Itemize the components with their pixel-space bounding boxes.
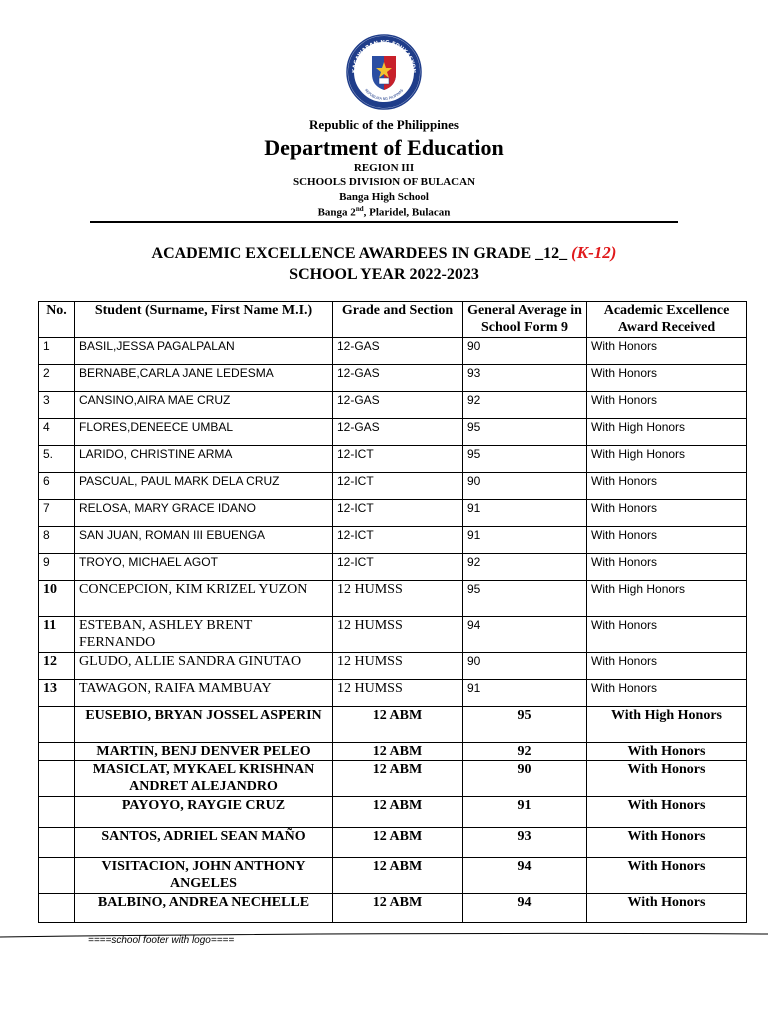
row-award: With Honors bbox=[587, 743, 747, 761]
table-row bbox=[39, 338, 747, 365]
row-no: 9 bbox=[39, 554, 75, 581]
row-no: 11 bbox=[39, 617, 75, 653]
row-name: CONCEPCION, KIM KRIZEL YUZON bbox=[75, 581, 333, 617]
row-name: SANTOS, ADRIEL SEAN MAÑO bbox=[75, 828, 333, 858]
awardees-table bbox=[38, 301, 747, 923]
row-no: 1 bbox=[39, 338, 75, 365]
row-section: 12-ICT bbox=[333, 500, 463, 527]
row-award: With Honors bbox=[587, 797, 747, 828]
table-row bbox=[39, 743, 747, 761]
row-no: 12 bbox=[39, 653, 75, 680]
table-row bbox=[39, 707, 747, 743]
row-no: 5. bbox=[39, 446, 75, 473]
row-average: 90 bbox=[463, 653, 587, 680]
header-student: Student (Surname, First Name M.I.) bbox=[75, 302, 333, 338]
row-average: 91 bbox=[463, 680, 587, 707]
division-line: SCHOOLS DIVISION OF BULACAN bbox=[292, 176, 476, 188]
row-no bbox=[39, 743, 75, 761]
header-grade-section: Grade and Section bbox=[333, 302, 463, 338]
row-average: 91 bbox=[463, 500, 587, 527]
table-row bbox=[39, 419, 747, 446]
school-year: SCHOOL YEAR 2022-2023 bbox=[289, 266, 479, 283]
table-row bbox=[39, 617, 747, 653]
table-row bbox=[39, 680, 747, 707]
row-no: 3 bbox=[39, 392, 75, 419]
row-award: With Honors bbox=[587, 858, 747, 894]
row-average: 90 bbox=[463, 338, 587, 365]
row-award: With Honors bbox=[587, 527, 747, 554]
row-name: SAN JUAN, ROMAN III EBUENGA bbox=[75, 527, 333, 554]
row-no: 2 bbox=[39, 365, 75, 392]
row-section: 12 HUMSS bbox=[333, 680, 463, 707]
row-award: With Honors bbox=[587, 828, 747, 858]
row-award: With High Honors bbox=[587, 419, 747, 446]
row-average: 90 bbox=[463, 761, 587, 797]
row-award: With Honors bbox=[587, 617, 747, 653]
row-section: 12-GAS bbox=[333, 338, 463, 365]
school-footer: ====school footer with logo==== bbox=[88, 935, 235, 946]
row-average: 90 bbox=[463, 473, 587, 500]
row-average: 94 bbox=[463, 894, 587, 923]
seal-outer-text: KAGAWARAN NG EDUKASYON bbox=[351, 39, 417, 74]
row-award: With Honors bbox=[587, 365, 747, 392]
row-award: With Honors bbox=[587, 554, 747, 581]
row-award: With Honors bbox=[587, 680, 747, 707]
row-no: 7 bbox=[39, 500, 75, 527]
row-no: 4 bbox=[39, 419, 75, 446]
title-grade: _12_ bbox=[535, 245, 568, 262]
table-row bbox=[39, 473, 747, 500]
row-no bbox=[39, 828, 75, 858]
row-name: BALBINO, ANDREA NECHELLE bbox=[75, 894, 333, 923]
row-award: With High Honors bbox=[587, 581, 747, 617]
row-name: PASCUAL, PAUL MARK DELA CRUZ bbox=[75, 473, 333, 500]
row-name: RELOSA, MARY GRACE IDANO bbox=[75, 500, 333, 527]
row-no bbox=[39, 894, 75, 923]
row-average: 95 bbox=[463, 446, 587, 473]
row-section: 12-ICT bbox=[333, 446, 463, 473]
row-section: 12 ABM bbox=[333, 707, 463, 743]
header-divider bbox=[90, 221, 678, 223]
table-row bbox=[39, 828, 747, 858]
row-no: 10 bbox=[39, 581, 75, 617]
row-average: 93 bbox=[463, 365, 587, 392]
row-name: ESTEBAN, ASHLEY BRENT FERNANDO bbox=[75, 617, 333, 653]
row-section: 12-GAS bbox=[333, 365, 463, 392]
row-name: MASICLAT, MYKAEL KRISHNAN ANDRET ALEJANDRO bbox=[75, 761, 333, 797]
row-award: With Honors bbox=[587, 500, 747, 527]
table-row bbox=[39, 797, 747, 828]
row-no bbox=[39, 797, 75, 828]
row-name: LARIDO, CHRISTINE ARMA bbox=[75, 446, 333, 473]
row-section: 12 HUMSS bbox=[333, 617, 463, 653]
school-address bbox=[0, 205, 768, 219]
header-no: No. bbox=[39, 302, 75, 338]
region-line: REGION III bbox=[353, 162, 415, 174]
row-average: 92 bbox=[463, 392, 587, 419]
row-name: MARTIN, BENJ DENVER PELEO bbox=[75, 743, 333, 761]
row-section: 12 HUMSS bbox=[333, 653, 463, 680]
table-row bbox=[39, 653, 747, 680]
row-section: 12-ICT bbox=[333, 473, 463, 500]
table-row bbox=[39, 894, 747, 923]
address-pre: Banga 2 bbox=[317, 206, 356, 219]
row-no: 13 bbox=[39, 680, 75, 707]
row-award: With High Honors bbox=[587, 446, 747, 473]
row-section: 12 ABM bbox=[333, 828, 463, 858]
table-row bbox=[39, 446, 747, 473]
deped-seal bbox=[346, 34, 422, 110]
row-name: PAYOYO, RAYGIE CRUZ bbox=[75, 797, 333, 828]
row-average: 91 bbox=[463, 527, 587, 554]
row-award: With Honors bbox=[587, 392, 747, 419]
row-section: 12-GAS bbox=[333, 392, 463, 419]
school-name: Banga High School bbox=[339, 191, 429, 203]
row-average: 95 bbox=[463, 707, 587, 743]
row-award: With Honors bbox=[587, 338, 747, 365]
row-award: With Honors bbox=[587, 761, 747, 797]
row-section: 12 ABM bbox=[333, 761, 463, 797]
seal-inner-text: REPUBLIKA NG PILIPINAS bbox=[363, 88, 405, 102]
row-average: 95 bbox=[463, 419, 587, 446]
row-average: 93 bbox=[463, 828, 587, 858]
address-post: , Plaridel, Bulacan bbox=[363, 206, 451, 219]
row-section: 12-ICT bbox=[333, 554, 463, 581]
row-average: 95 bbox=[463, 581, 587, 617]
row-average: 92 bbox=[463, 743, 587, 761]
row-award: With Honors bbox=[587, 653, 747, 680]
row-name: GLUDO, ALLIE SANDRA GINUTAO bbox=[75, 653, 333, 680]
document-title bbox=[0, 243, 768, 263]
row-section: 12 ABM bbox=[333, 858, 463, 894]
row-section: 12-GAS bbox=[333, 419, 463, 446]
department-title: Department of Education bbox=[264, 135, 504, 160]
row-no: 8 bbox=[39, 527, 75, 554]
table-row bbox=[39, 554, 747, 581]
row-name: EUSEBIO, BRYAN JOSSEL ASPERIN bbox=[75, 707, 333, 743]
table-row bbox=[39, 500, 747, 527]
row-award: With High Honors bbox=[587, 707, 747, 743]
table-row bbox=[39, 581, 747, 617]
table-row bbox=[39, 761, 747, 797]
republic-line: Republic of the Philippines bbox=[309, 117, 459, 132]
row-name: CANSINO,AIRA MAE CRUZ bbox=[75, 392, 333, 419]
row-no bbox=[39, 761, 75, 797]
row-name: TROYO, MICHAEL AGOT bbox=[75, 554, 333, 581]
row-no bbox=[39, 858, 75, 894]
row-name: FLORES,DENEECE UMBAL bbox=[75, 419, 333, 446]
row-average: 94 bbox=[463, 858, 587, 894]
row-section: 12 ABM bbox=[333, 894, 463, 923]
title-k12: (K-12) bbox=[571, 243, 617, 262]
title-line1: ACADEMIC EXCELLENCE AWARDEES IN GRADE bbox=[151, 245, 536, 262]
header-award: Academic Excellence Award Received bbox=[587, 302, 747, 338]
address-sup: nd bbox=[355, 205, 364, 213]
row-section: 12 ABM bbox=[333, 743, 463, 761]
row-name: VISITACION, JOHN ANTHONY ANGELES bbox=[75, 858, 333, 894]
table-row bbox=[39, 392, 747, 419]
header-average: General Average in School Form 9 bbox=[463, 302, 587, 338]
row-average: 92 bbox=[463, 554, 587, 581]
row-section: 12 HUMSS bbox=[333, 581, 463, 617]
table-row bbox=[39, 858, 747, 894]
row-no: 6 bbox=[39, 473, 75, 500]
table-row bbox=[39, 527, 747, 554]
row-name: TAWAGON, RAIFA MAMBUAY bbox=[75, 680, 333, 707]
row-average: 91 bbox=[463, 797, 587, 828]
row-no bbox=[39, 707, 75, 743]
row-award: With Honors bbox=[587, 473, 747, 500]
row-name: BERNABE,CARLA JANE LEDESMA bbox=[75, 365, 333, 392]
row-section: 12-ICT bbox=[333, 527, 463, 554]
row-section: 12 ABM bbox=[333, 797, 463, 828]
row-name: BASIL,JESSA PAGALPALAN bbox=[75, 338, 333, 365]
row-award: With Honors bbox=[587, 894, 747, 923]
table-row bbox=[39, 365, 747, 392]
row-average: 94 bbox=[463, 617, 587, 653]
